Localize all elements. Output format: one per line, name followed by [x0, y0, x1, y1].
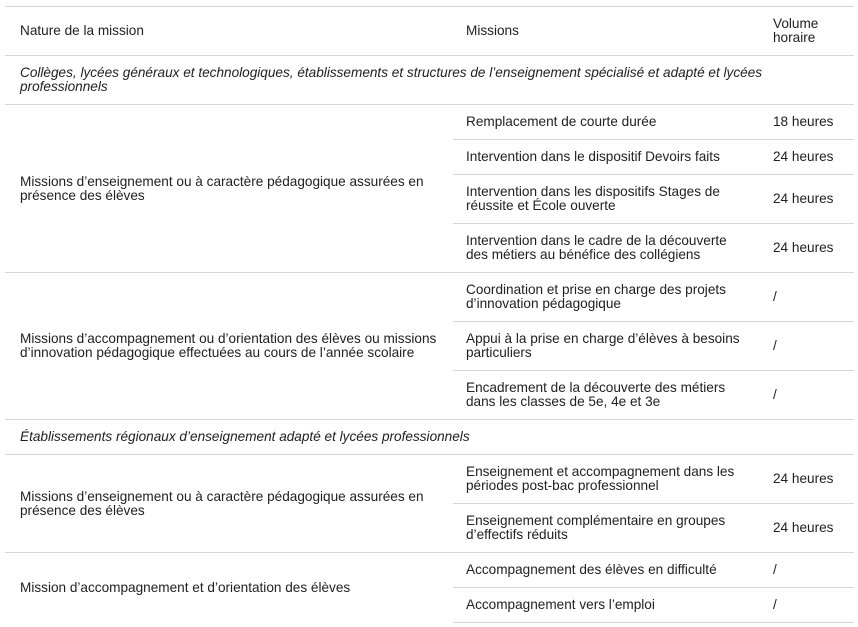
table-row [5, 273, 854, 322]
header-volume [759, 7, 854, 56]
table-row [5, 455, 854, 504]
section-title: Établissements régionaux d’enseignement adapté et lycées professionnels [5, 420, 854, 455]
mission-nature-cell: Missions d’enseignement ou à caractère pédagogique assurées en présence des élèves [5, 455, 453, 553]
volume-cell: 24 heures [759, 455, 854, 504]
mission-nature-cell: Missions d’enseignement ou à caractère pédagogique assurées en présence des élèves [5, 105, 453, 273]
header-row [5, 7, 854, 56]
mission-nature-cell: Mission d’accompagnement et d’orientation des élèves [5, 553, 453, 623]
volume-cell: / [759, 371, 854, 420]
mission-cell: Intervention dans le dispositif Devoirs faits [453, 140, 759, 175]
volume-cell: / [759, 588, 854, 623]
volume-cell: / [759, 273, 854, 322]
section-row [5, 56, 854, 105]
missions-table [5, 6, 854, 623]
table-row [5, 105, 854, 140]
mission-cell: Accompagnement des élèves en difficulté [453, 553, 759, 588]
mission-cell: Intervention dans les dispositifs Stages de réussite et École ouverte [453, 175, 759, 224]
volume-cell: 24 heures [759, 504, 854, 553]
table-body [5, 56, 854, 623]
header-missions: Missions [453, 7, 759, 56]
volume-cell: 18 heures [759, 105, 854, 140]
mission-cell: Encadrement de la découverte des métiers dans les classes de 5e, 4e et 3e [453, 371, 759, 420]
header-nature: Nature de la mission [5, 7, 453, 56]
volume-cell: 24 heures [759, 140, 854, 175]
header-volume-line1: Volume [773, 16, 819, 31]
volume-cell: 24 heures [759, 175, 854, 224]
mission-cell: Enseignement complémentaire en groupes d’effectifs réduits [453, 504, 759, 553]
volume-cell: / [759, 553, 854, 588]
volume-cell: / [759, 322, 854, 371]
volume-cell: 24 heures [759, 224, 854, 273]
section-row [5, 420, 854, 455]
mission-cell: Intervention dans le cadre de la découverte des métiers au bénéfice des collégiens [453, 224, 759, 273]
section-title: Collèges, lycées généraux et technologiques, établissements et structures de l’enseignement spécialisé et adapté et lycées professionnels [5, 56, 854, 105]
mission-cell: Remplacement de courte durée [453, 105, 759, 140]
header-volume-line2: horaire [773, 30, 816, 45]
mission-nature-cell: Missions d’accompagnement ou d’orientation des élèves ou missions d’innovation pédagogique effectuées au cours de l’année scolaire [5, 273, 453, 420]
mission-cell: Enseignement et accompagnement dans les périodes post-bac professionnel [453, 455, 759, 504]
mission-cell: Accompagnement vers l’emploi [453, 588, 759, 623]
table-row [5, 553, 854, 588]
mission-cell: Coordination et prise en charge des projets d’innovation pédagogique [453, 273, 759, 322]
mission-cell: Appui à la prise en charge d’élèves à besoins particuliers [453, 322, 759, 371]
